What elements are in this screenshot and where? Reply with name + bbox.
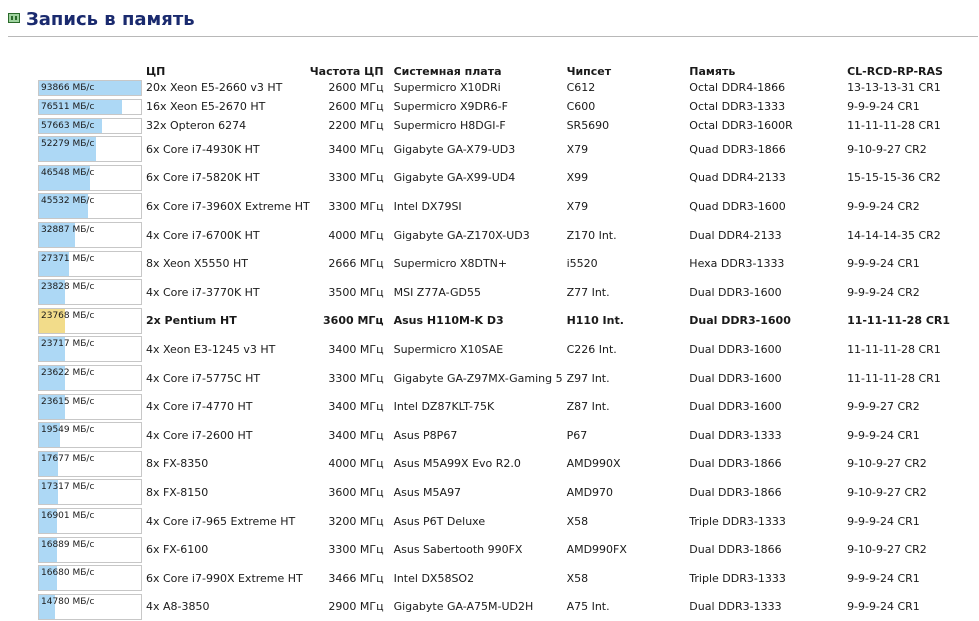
score-bar xyxy=(38,508,142,534)
memory-cell: Triple DDR3-1333 xyxy=(689,564,847,593)
table-row-highlighted xyxy=(38,307,979,336)
column-header-cpu: ЦП xyxy=(146,62,310,78)
score-cell xyxy=(38,278,146,307)
column-header-memory: Память xyxy=(689,62,847,78)
timings-cell: 9-10-9-27 CR2 xyxy=(847,478,979,507)
chipset-cell: C600 xyxy=(567,97,690,116)
score-bar xyxy=(38,99,142,115)
score-bar xyxy=(38,118,142,134)
score-value: 19549 МБ/с xyxy=(39,423,101,435)
score-value: 23768 МБ/с xyxy=(39,309,101,321)
table-header-row xyxy=(38,62,979,78)
timings-cell: 9-9-9-27 CR2 xyxy=(847,392,979,421)
score-cell xyxy=(38,392,146,421)
motherboard-cell: Gigabyte GA-X79-UD3 xyxy=(394,135,567,164)
score-cell xyxy=(38,164,146,193)
score-value: 16901 МБ/с xyxy=(39,509,101,521)
memory-cell: Dual DDR3-1600 xyxy=(689,364,847,393)
score-cell xyxy=(38,116,146,135)
score-cell xyxy=(38,593,146,621)
memory-cell: Dual DDR3-1866 xyxy=(689,535,847,564)
benchmark-table xyxy=(38,62,979,621)
memory-cell: Dual DDR3-1866 xyxy=(689,478,847,507)
frequency-cell: 2200 МГц xyxy=(310,116,394,135)
memory-cell: Dual DDR3-1600 xyxy=(689,335,847,364)
header-divider xyxy=(8,36,978,37)
timings-cell: 9-10-9-27 CR2 xyxy=(847,535,979,564)
frequency-cell: 3400 МГц xyxy=(310,335,394,364)
motherboard-cell: Intel DX58SO2 xyxy=(394,564,567,593)
page-header xyxy=(8,6,195,32)
cpu-cell: 4x Core i7-4770 HT xyxy=(146,392,310,421)
table-row xyxy=(38,392,979,421)
table-row xyxy=(38,450,979,479)
score-cell xyxy=(38,97,146,116)
memory-cell: Hexa DDR3-1333 xyxy=(689,249,847,278)
frequency-cell: 4000 МГц xyxy=(310,221,394,250)
frequency-cell: 3400 МГц xyxy=(310,392,394,421)
score-bar xyxy=(38,80,142,96)
motherboard-cell: Gigabyte GA-A75M-UD2H xyxy=(394,593,567,621)
chipset-cell: AMD970 xyxy=(567,478,690,507)
timings-cell: 13-13-13-31 CR1 xyxy=(847,78,979,97)
memory-cell: Octal DDR3-1600R xyxy=(689,116,847,135)
frequency-cell: 3300 МГц xyxy=(310,535,394,564)
score-bar xyxy=(38,336,142,362)
score-value: 17317 МБ/с xyxy=(39,480,101,492)
score-value: 17677 МБ/с xyxy=(39,452,101,464)
timings-cell: 9-9-9-24 CR1 xyxy=(847,421,979,450)
score-cell xyxy=(38,535,146,564)
cpu-cell: 6x Core i7-4930K HT xyxy=(146,135,310,164)
chipset-cell: Z170 Int. xyxy=(567,221,690,250)
chipset-cell: C226 Int. xyxy=(567,335,690,364)
score-value: 57663 МБ/с xyxy=(39,119,141,134)
frequency-cell: 3200 МГц xyxy=(310,507,394,536)
score-value: 76511 МБ/с xyxy=(39,100,141,115)
timings-cell: 9-9-9-24 CR2 xyxy=(847,278,979,307)
score-bar xyxy=(38,365,142,391)
table-row xyxy=(38,278,979,307)
column-header-timings: CL-RCD-RP-RAS xyxy=(847,62,979,78)
score-bar xyxy=(38,565,142,591)
timings-cell: 14-14-14-35 CR2 xyxy=(847,221,979,250)
frequency-cell: 3400 МГц xyxy=(310,135,394,164)
table-row xyxy=(38,249,979,278)
motherboard-cell: Intel DZ87KLT-75K xyxy=(394,392,567,421)
cpu-cell: 8x Xeon X5550 HT xyxy=(146,249,310,278)
score-bar xyxy=(38,422,142,448)
column-header-motherboard: Системная плата xyxy=(394,62,567,78)
score-bar xyxy=(38,394,142,420)
memory-cell: Dual DDR3-1866 xyxy=(689,450,847,479)
cpu-cell: 20x Xeon E5-2660 v3 HT xyxy=(146,78,310,97)
timings-cell: 9-9-9-24 CR2 xyxy=(847,192,979,221)
cpu-cell: 16x Xeon E5-2670 HT xyxy=(146,97,310,116)
table-row xyxy=(38,593,979,621)
score-value: 45532 МБ/с xyxy=(39,194,101,206)
column-header-frequency: Частота ЦП xyxy=(310,62,394,78)
score-cell xyxy=(38,135,146,164)
score-bar xyxy=(38,251,142,277)
score-cell xyxy=(38,249,146,278)
chipset-cell: X99 xyxy=(567,164,690,193)
score-bar xyxy=(38,308,142,334)
chipset-cell: Z77 Int. xyxy=(567,278,690,307)
cpu-cell: 4x Core i7-6700K HT xyxy=(146,221,310,250)
score-cell xyxy=(38,335,146,364)
table-row xyxy=(38,335,979,364)
memory-icon xyxy=(8,13,20,23)
page-title: Запись в память xyxy=(26,9,195,30)
score-bar xyxy=(38,479,142,505)
timings-cell: 9-9-9-24 CR1 xyxy=(847,507,979,536)
score-bar xyxy=(38,279,142,305)
score-bar xyxy=(38,193,142,219)
cpu-cell: 4x A8-3850 xyxy=(146,593,310,621)
motherboard-cell: Asus H110M-K D3 xyxy=(394,307,567,336)
timings-cell: 15-15-15-36 CR2 xyxy=(847,164,979,193)
memory-cell: Quad DDR3-1866 xyxy=(689,135,847,164)
cpu-cell: 6x Core i7-990X Extreme HT xyxy=(146,564,310,593)
memory-cell: Dual DDR4-2133 xyxy=(689,221,847,250)
table-row xyxy=(38,97,979,116)
score-value: 23828 МБ/с xyxy=(39,280,101,292)
score-bar xyxy=(38,222,142,248)
motherboard-cell: Supermicro X9DR6-F xyxy=(394,97,567,116)
table-row xyxy=(38,364,979,393)
cpu-cell: 6x Core i7-5820K HT xyxy=(146,164,310,193)
table-row xyxy=(38,78,979,97)
table-row xyxy=(38,421,979,450)
score-cell xyxy=(38,78,146,97)
frequency-cell: 2666 МГц xyxy=(310,249,394,278)
chipset-cell: A75 Int. xyxy=(567,593,690,621)
cpu-cell: 4x Core i7-2600 HT xyxy=(146,421,310,450)
cpu-cell: 6x Core i7-3960X Extreme HT xyxy=(146,192,310,221)
memory-cell: Octal DDR4-1866 xyxy=(689,78,847,97)
frequency-cell: 4000 МГц xyxy=(310,450,394,479)
table-row xyxy=(38,221,979,250)
score-value: 23615 МБ/с xyxy=(39,395,101,407)
score-value: 32887 МБ/с xyxy=(39,223,101,235)
frequency-cell: 2900 МГц xyxy=(310,593,394,621)
score-value: 23622 МБ/с xyxy=(39,366,101,378)
motherboard-cell: Gigabyte GA-X99-UD4 xyxy=(394,164,567,193)
column-header-score xyxy=(38,62,146,78)
memory-cell: Quad DDR4-2133 xyxy=(689,164,847,193)
score-bar xyxy=(38,136,142,162)
frequency-cell: 2600 МГц xyxy=(310,78,394,97)
frequency-cell: 3466 МГц xyxy=(310,564,394,593)
memory-cell: Dual DDR3-1600 xyxy=(689,392,847,421)
score-value: 14780 МБ/с xyxy=(39,595,101,607)
motherboard-cell: Asus Sabertooth 990FX xyxy=(394,535,567,564)
score-cell xyxy=(38,564,146,593)
chipset-cell: Z87 Int. xyxy=(567,392,690,421)
motherboard-cell: MSI Z77A-GD55 xyxy=(394,278,567,307)
table-row xyxy=(38,507,979,536)
chipset-cell: X79 xyxy=(567,192,690,221)
timings-cell: 9-9-9-24 CR1 xyxy=(847,97,979,116)
chipset-cell: SR5690 xyxy=(567,116,690,135)
timings-cell: 11-11-11-28 CR1 xyxy=(847,116,979,135)
frequency-cell: 3400 МГц xyxy=(310,421,394,450)
timings-cell: 11-11-11-28 CR1 xyxy=(847,364,979,393)
memory-cell: Triple DDR3-1333 xyxy=(689,507,847,536)
timings-cell: 9-10-9-27 CR2 xyxy=(847,450,979,479)
memory-cell: Dual DDR3-1600 xyxy=(689,307,847,336)
cpu-cell: 2x Pentium HT xyxy=(146,307,310,336)
table-row xyxy=(38,135,979,164)
memory-cell: Quad DDR3-1600 xyxy=(689,192,847,221)
chipset-cell: X79 xyxy=(567,135,690,164)
table-row xyxy=(38,116,979,135)
motherboard-cell: Asus P6T Deluxe xyxy=(394,507,567,536)
timings-cell: 11-11-11-28 CR1 xyxy=(847,307,979,336)
frequency-cell: 3300 МГц xyxy=(310,164,394,193)
table-row xyxy=(38,535,979,564)
timings-cell: 9-9-9-24 CR1 xyxy=(847,249,979,278)
cpu-cell: 4x Core i7-5775C HT xyxy=(146,364,310,393)
motherboard-cell: Supermicro X10DRi xyxy=(394,78,567,97)
chipset-cell: C612 xyxy=(567,78,690,97)
score-value: 46548 МБ/с xyxy=(39,166,101,178)
frequency-cell: 3300 МГц xyxy=(310,364,394,393)
frequency-cell: 3500 МГц xyxy=(310,278,394,307)
score-value: 16680 МБ/с xyxy=(39,566,101,578)
memory-cell: Dual DDR3-1333 xyxy=(689,593,847,621)
score-cell xyxy=(38,450,146,479)
cpu-cell: 8x FX-8350 xyxy=(146,450,310,479)
frequency-cell: 3600 МГц xyxy=(310,307,394,336)
cpu-cell: 4x Core i7-965 Extreme HT xyxy=(146,507,310,536)
cpu-cell: 6x FX-6100 xyxy=(146,535,310,564)
motherboard-cell: Intel DX79SI xyxy=(394,192,567,221)
motherboard-cell: Supermicro X8DTN+ xyxy=(394,249,567,278)
timings-cell: 9-9-9-24 CR1 xyxy=(847,593,979,621)
score-value: 16889 МБ/с xyxy=(39,538,101,550)
memory-cell: Dual DDR3-1333 xyxy=(689,421,847,450)
score-bar xyxy=(38,594,142,620)
chipset-cell: P67 xyxy=(567,421,690,450)
score-value: 27371 МБ/с xyxy=(39,252,101,264)
chipset-cell: H110 Int. xyxy=(567,307,690,336)
score-cell xyxy=(38,421,146,450)
chipset-cell: AMD990X xyxy=(567,450,690,479)
motherboard-cell: Asus M5A99X Evo R2.0 xyxy=(394,450,567,479)
timings-cell: 9-9-9-24 CR1 xyxy=(847,564,979,593)
score-cell xyxy=(38,307,146,336)
chipset-cell: Z97 Int. xyxy=(567,364,690,393)
cpu-cell: 8x FX-8150 xyxy=(146,478,310,507)
motherboard-cell: Asus P8P67 xyxy=(394,421,567,450)
motherboard-cell: Supermicro H8DGI-F xyxy=(394,116,567,135)
table-row xyxy=(38,564,979,593)
motherboard-cell: Supermicro X10SAE xyxy=(394,335,567,364)
score-value: 52279 МБ/с xyxy=(39,137,101,149)
table-row xyxy=(38,192,979,221)
memory-cell: Dual DDR3-1600 xyxy=(689,278,847,307)
frequency-cell: 3300 МГц xyxy=(310,192,394,221)
table-row xyxy=(38,164,979,193)
score-bar xyxy=(38,537,142,563)
chipset-cell: AMD990FX xyxy=(567,535,690,564)
memory-cell: Octal DDR3-1333 xyxy=(689,97,847,116)
score-cell xyxy=(38,221,146,250)
score-bar xyxy=(38,451,142,477)
cpu-cell: 32x Opteron 6274 xyxy=(146,116,310,135)
motherboard-cell: Gigabyte GA-Z170X-UD3 xyxy=(394,221,567,250)
frequency-cell: 3600 МГц xyxy=(310,478,394,507)
score-cell xyxy=(38,478,146,507)
score-cell xyxy=(38,364,146,393)
chipset-cell: i5520 xyxy=(567,249,690,278)
score-cell xyxy=(38,507,146,536)
timings-cell: 11-11-11-28 CR1 xyxy=(847,335,979,364)
timings-cell: 9-10-9-27 CR2 xyxy=(847,135,979,164)
score-bar xyxy=(38,165,142,191)
motherboard-cell: Asus M5A97 xyxy=(394,478,567,507)
cpu-cell: 4x Xeon E3-1245 v3 HT xyxy=(146,335,310,364)
motherboard-cell: Gigabyte GA-Z97MX-Gaming 5 xyxy=(394,364,567,393)
column-header-chipset: Чипсет xyxy=(567,62,690,78)
score-value: 93866 МБ/с xyxy=(39,81,141,96)
table-row xyxy=(38,478,979,507)
score-cell xyxy=(38,192,146,221)
chipset-cell: X58 xyxy=(567,564,690,593)
frequency-cell: 2600 МГц xyxy=(310,97,394,116)
score-value: 23717 МБ/с xyxy=(39,337,101,349)
chipset-cell: X58 xyxy=(567,507,690,536)
cpu-cell: 4x Core i7-3770K HT xyxy=(146,278,310,307)
